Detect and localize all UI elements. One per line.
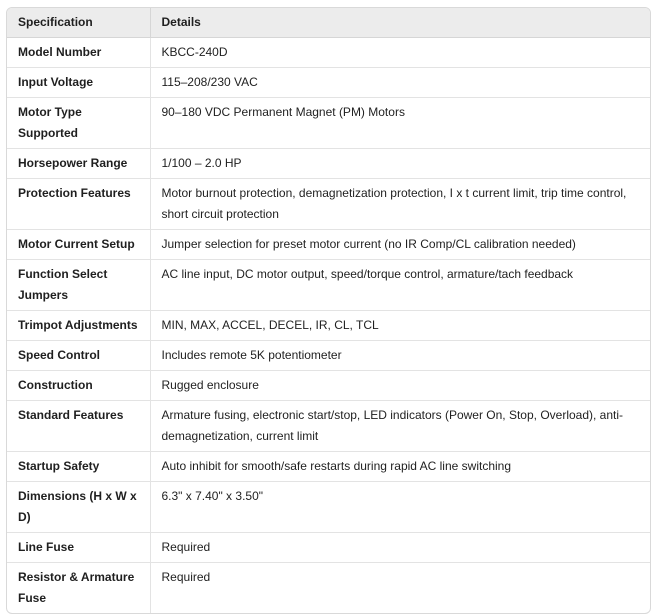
table-row <box>7 452 650 482</box>
details-cell: 1/100 – 2.0 HP <box>150 149 650 179</box>
table-row <box>7 149 650 179</box>
table-row <box>7 260 650 311</box>
spec-cell: Trimpot Adjustments <box>7 311 150 341</box>
table-row <box>7 533 650 563</box>
table-row <box>7 179 650 230</box>
details-cell: Armature fusing, electronic start/stop, LED indicators (Power On, Stop, Overload), anti-demagnetization, current limit <box>150 401 650 452</box>
table-row <box>7 230 650 260</box>
spec-cell: Horsepower Range <box>7 149 150 179</box>
table-row <box>7 341 650 371</box>
details-cell: 115–208/230 VAC <box>150 68 650 98</box>
table-row <box>7 98 650 149</box>
details-cell: Required <box>150 533 650 563</box>
table-row <box>7 563 650 614</box>
details-cell: Jumper selection for preset motor current (no IR Comp/CL calibration needed) <box>150 230 650 260</box>
details-cell: 6.3" x 7.40" x 3.50" <box>150 482 650 533</box>
header-specification: Specification <box>7 8 150 38</box>
table-row <box>7 371 650 401</box>
spec-table-container <box>6 7 651 614</box>
spec-cell: Resistor & Armature Fuse <box>7 563 150 614</box>
spec-cell: Model Number <box>7 38 150 68</box>
details-cell: Motor burnout protection, demagnetization protection, I x t current limit, trip time control, short circuit protection <box>150 179 650 230</box>
spec-cell: Motor Type Supported <box>7 98 150 149</box>
spec-cell: Motor Current Setup <box>7 230 150 260</box>
spec-cell: Construction <box>7 371 150 401</box>
details-cell: Rugged enclosure <box>150 371 650 401</box>
details-cell: MIN, MAX, ACCEL, DECEL, IR, CL, TCL <box>150 311 650 341</box>
spec-cell: Dimensions (H x W x D) <box>7 482 150 533</box>
table-row <box>7 401 650 452</box>
details-cell: Required <box>161 570 211 584</box>
spec-cell: Startup Safety <box>7 452 150 482</box>
spec-cell: Standard Features <box>7 401 150 452</box>
details-cell: Auto inhibit for smooth/safe restarts during rapid AC line switching <box>150 452 650 482</box>
table-row <box>7 38 650 68</box>
table-row <box>7 68 650 98</box>
spec-table <box>7 8 650 613</box>
spec-cell: Input Voltage <box>7 68 150 98</box>
details-cell: 90–180 VDC Permanent Magnet (PM) Motors <box>150 98 650 149</box>
table-row <box>7 482 650 533</box>
table-row <box>7 311 650 341</box>
header-details: Details <box>150 8 650 38</box>
table-header-row <box>7 8 650 38</box>
details-cell: Includes remote 5K potentiometer <box>150 341 650 371</box>
spec-cell: Speed Control <box>7 341 150 371</box>
spec-cell: Function Select Jumpers <box>7 260 150 311</box>
details-cell: KBCC-240D <box>150 38 650 68</box>
spec-cell: Line Fuse <box>7 533 150 563</box>
spec-cell: Protection Features <box>7 179 150 230</box>
details-cell: AC line input, DC motor output, speed/torque control, armature/tach feedback <box>150 260 650 311</box>
